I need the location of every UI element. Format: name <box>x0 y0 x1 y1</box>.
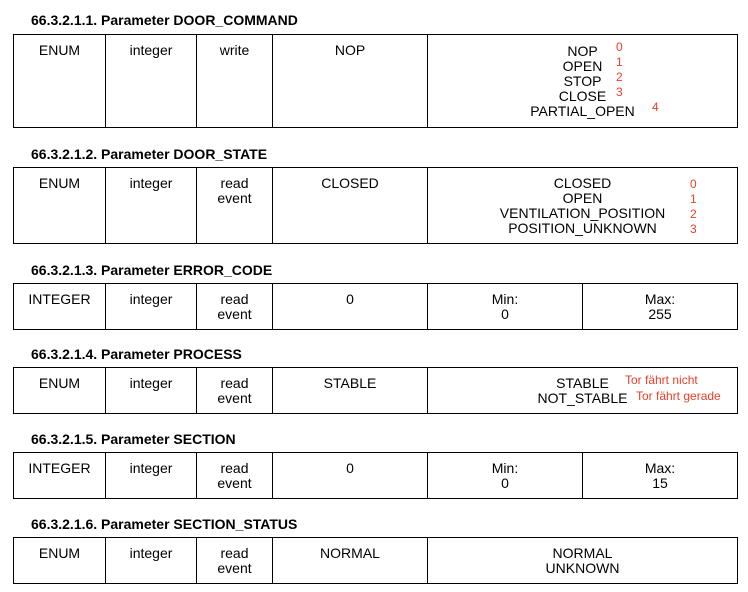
type-cell: INTEGER <box>14 453 106 499</box>
table-row <box>14 284 738 330</box>
default-cell: CLOSED <box>273 168 428 244</box>
datatype-cell: integer <box>106 453 197 499</box>
table-row <box>14 168 738 244</box>
access-line: event <box>217 390 252 406</box>
value-annotation: 2 <box>690 207 697 221</box>
max-cell <box>583 284 738 330</box>
enum-values-cell <box>428 35 738 128</box>
datatype-cell: integer <box>106 538 197 584</box>
access-cell <box>197 453 273 499</box>
access-line: write <box>219 42 250 58</box>
table-row <box>14 538 738 584</box>
access-line: event <box>217 306 252 322</box>
enum-value <box>430 85 735 104</box>
type-cell: ENUM <box>14 368 106 414</box>
enum-value-label: NOP <box>567 43 598 59</box>
section-heading: 66.3.2.1.1. Parameter DOOR_COMMAND <box>31 12 298 28</box>
parameter-table-error-code <box>13 283 738 330</box>
section-heading: 66.3.2.1.4. Parameter PROCESS <box>31 346 242 362</box>
section-heading: 66.3.2.1.6. Parameter SECTION_STATUS <box>31 516 298 532</box>
section-heading: 66.3.2.1.5. Parameter SECTION <box>31 431 236 447</box>
type-cell: ENUM <box>14 35 106 128</box>
value-annotation: 3 <box>690 222 697 236</box>
datatype-cell: integer <box>106 35 197 128</box>
max-label: Max: <box>644 291 676 307</box>
enum-value <box>430 70 735 89</box>
value-annotation: 0 <box>616 40 623 54</box>
value-annotation: Tor fährt nicht <box>625 373 698 387</box>
table-row <box>14 35 738 128</box>
access-cell <box>197 284 273 330</box>
enum-value <box>430 546 735 561</box>
table-row <box>14 453 738 499</box>
enum-value <box>430 55 735 74</box>
access-line: read <box>220 545 249 561</box>
access-line: event <box>217 190 252 206</box>
default-cell: NOP <box>273 35 428 128</box>
enum-value-label: STOP <box>563 73 602 89</box>
access-line: read <box>220 375 249 391</box>
enum-values-cell <box>428 538 738 584</box>
value-annotation: 2 <box>616 70 623 84</box>
enum-value <box>430 561 735 576</box>
enum-value-label: POSITION_UNKNOWN <box>508 220 657 236</box>
enum-value-label: NORMAL <box>552 545 613 561</box>
parameter-table-section-status <box>13 537 738 584</box>
value-annotation: 1 <box>616 55 623 69</box>
value-annotation: 3 <box>616 85 623 99</box>
enum-values-cell <box>428 368 738 414</box>
default-cell: 0 <box>273 284 428 330</box>
access-cell <box>197 35 273 128</box>
table-row <box>14 368 738 414</box>
min-label: Min: <box>491 291 519 307</box>
datatype-cell: integer <box>106 284 197 330</box>
access-line: read <box>220 175 249 191</box>
access-cell <box>197 368 273 414</box>
parameter-table-door-state <box>13 167 738 244</box>
enum-value-label: NOT_STABLE <box>537 390 628 406</box>
value-annotation: 4 <box>652 100 659 114</box>
enum-values-cell <box>428 168 738 244</box>
min-cell <box>428 284 583 330</box>
default-cell: NORMAL <box>273 538 428 584</box>
default-cell: 0 <box>273 453 428 499</box>
access-line: read <box>220 460 249 476</box>
access-cell <box>197 168 273 244</box>
enum-value-label: STABLE <box>556 375 609 391</box>
min-cell <box>428 453 583 499</box>
enum-value-label: CLOSED <box>553 175 612 191</box>
datatype-cell: integer <box>106 368 197 414</box>
enum-value-label: PARTIAL_OPEN <box>530 103 635 119</box>
parameter-table-section <box>13 452 738 499</box>
enum-value <box>430 100 735 119</box>
enum-value-label: CLOSE <box>558 88 607 104</box>
access-line: read <box>220 291 249 307</box>
max-cell <box>583 453 738 499</box>
enum-value-label: UNKNOWN <box>545 560 620 576</box>
max-label: Max: <box>644 460 676 476</box>
access-line: event <box>217 560 252 576</box>
enum-value <box>430 40 735 59</box>
enum-value-label: OPEN <box>562 58 603 74</box>
min-value: 0 <box>501 475 509 491</box>
parameter-table-process <box>13 367 738 414</box>
max-value: 255 <box>648 306 672 322</box>
section-heading: 66.3.2.1.2. Parameter DOOR_STATE <box>31 146 268 162</box>
value-annotation: Tor fährt gerade <box>636 389 721 403</box>
type-cell: INTEGER <box>14 284 106 330</box>
access-line: event <box>217 475 252 491</box>
parameter-table-door-command <box>13 34 738 128</box>
min-label: Min: <box>491 460 519 476</box>
access-cell <box>197 538 273 584</box>
default-cell: STABLE <box>273 368 428 414</box>
enum-value-label: OPEN <box>562 190 603 206</box>
type-cell: ENUM <box>14 538 106 584</box>
max-value: 15 <box>652 475 668 491</box>
enum-value-label: VENTILATION_POSITION <box>499 205 666 221</box>
datatype-cell: integer <box>106 168 197 244</box>
value-annotation: 0 <box>690 177 697 191</box>
type-cell: ENUM <box>14 168 106 244</box>
section-heading: 66.3.2.1.3. Parameter ERROR_CODE <box>31 262 273 278</box>
value-annotation: 1 <box>690 192 697 206</box>
min-value: 0 <box>501 306 509 322</box>
